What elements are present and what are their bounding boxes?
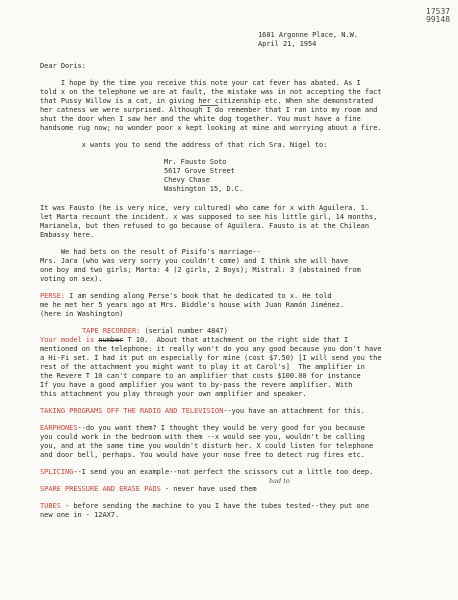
text-line: rest of the attachment you might want to play it at Carol's] The amplifier in bbox=[40, 363, 365, 371]
address-line: Washington 15, D.C. bbox=[164, 185, 244, 193]
text-line: I am sending along Perse's book that he dedicated to x. He told bbox=[65, 292, 332, 300]
tape-heading: TAPE RECORDER: bbox=[82, 327, 141, 335]
text-line: --do you want them? I thought they would be very good for you because bbox=[77, 424, 365, 432]
address-line: 5617 Grove Street bbox=[164, 167, 235, 175]
pen-underline bbox=[200, 105, 218, 106]
perse-heading: PERSE: bbox=[40, 292, 65, 300]
text-line: mentioned on the telephone: it really won't do you any good because you don't have bbox=[40, 345, 382, 353]
text-line: shut the door when I saw her and the white dog together. You must have a fine bbox=[40, 115, 361, 123]
text-line: let Marta recount the incident. x was supposed to see his little girl, 14 months, bbox=[40, 213, 378, 221]
earphones-first-line bbox=[40, 424, 365, 433]
text-line: Embassy here. bbox=[40, 231, 95, 239]
text-line: the Revere T 10 can't compare to an amplifier that costs $100.00 for instance bbox=[40, 372, 361, 380]
tape-serial: (serial number 4847) bbox=[140, 327, 228, 335]
text-line: her catness we were surprised. Although I do remember that I ran into my room and bbox=[40, 106, 378, 114]
section-splicing bbox=[40, 468, 373, 477]
text-line: (here in Washington) bbox=[40, 310, 124, 318]
text-line: that Pussy Willow is a cat, in giving her citizenship etc. When she demonstrated bbox=[40, 97, 374, 105]
text-line: a Hi-Fi set. I had it put on especially for mine (cost $7.50) [I will send you the bbox=[40, 354, 382, 362]
archive-reference bbox=[426, 8, 450, 24]
struck-word: number bbox=[98, 336, 124, 344]
paragraph-address-request: x wants you to send the address of that rich Sra. Nigel to: bbox=[40, 141, 328, 149]
text-line: and door bell, perhaps. You would have your nose free to detect rug fires etc. bbox=[40, 451, 365, 459]
archive-ref-line1: 17537 bbox=[426, 7, 450, 16]
text-line: I hope by the time you receive this note your cat fever has abated. As I bbox=[40, 79, 361, 87]
tubes-first-line bbox=[40, 502, 369, 511]
text-line: this attachment you play through your own amplifier and speaker. bbox=[40, 390, 307, 398]
tape-heading-line bbox=[82, 327, 228, 336]
text-line: It was Fausto (he is very nice, very cultured) who came for x with Aguilera. 1. bbox=[40, 204, 369, 212]
section-spare-pads bbox=[40, 485, 257, 494]
address-line: Mr. Fausto Soto bbox=[164, 158, 227, 166]
text-line: Marianela, but then refused to go because of Aguilera. Fausto is at the Chilean bbox=[40, 222, 369, 230]
text-line: T 10. About that attachment on the right side that I bbox=[123, 336, 349, 344]
text-line: --I send you an example--not perfect the scissors cut a little too deep. bbox=[73, 468, 374, 476]
text-line: --you have an attachment for this. bbox=[223, 407, 365, 415]
salutation: Dear Doris: bbox=[40, 62, 86, 70]
tubes-heading: TUBES bbox=[40, 502, 61, 510]
taking-heading: TAKING PROGRAMS OFF THE RADIO AND TELEVISION bbox=[40, 407, 224, 415]
letter-date: April 21, 1954 bbox=[258, 40, 317, 48]
text-line: one boy and two girls; Marta: 4 (2 girls, 2 Boys); Mistral: 3 (abstained from bbox=[40, 266, 361, 274]
archive-ref-line2: 99148 bbox=[426, 15, 450, 24]
text-line: - never have used them bbox=[160, 485, 257, 493]
text-line: me he met her 5 years ago at Mrs. Biddle's house with Juan Ramón Jiménez. bbox=[40, 301, 344, 309]
text-line: you could work in the bedroom with them --x would see you, wouldn't be calling bbox=[40, 433, 365, 441]
handwritten-note: had to bbox=[269, 477, 290, 485]
text-line: you, and at the same time you wouldn't disturb her. X could listen for telephone bbox=[40, 442, 374, 450]
text-line: new one in - 12AX7. bbox=[40, 511, 120, 519]
section-taking-programs bbox=[40, 407, 365, 416]
splicing-heading: SPLICING bbox=[40, 468, 74, 476]
earphones-heading: EARPHONES bbox=[40, 424, 78, 432]
address-line: Chevy Chase bbox=[164, 176, 210, 184]
text-line: voting on sex). bbox=[40, 275, 103, 283]
text-line: told x on the telephone we are at fault, the mistake was in not accepting the fact bbox=[40, 88, 382, 96]
text-line: handsome rug now; no wonder poor x kept looking at mine and worrying about a fire. bbox=[40, 124, 382, 132]
spare-heading: SPARE PRESSURE AND ERASE PADS bbox=[40, 485, 161, 493]
sender-address: 1601 Argonne Place, N.W. bbox=[258, 31, 358, 39]
perse-first-line bbox=[40, 292, 332, 301]
text-line: We had bets on the result of Pisifo's marriage-- bbox=[40, 248, 261, 256]
model-line bbox=[40, 336, 348, 345]
model-label: Your model is bbox=[40, 336, 95, 344]
text-line: If you have a good amplifier you want to by-pass the revere amplifier. With bbox=[40, 381, 353, 389]
text-line: Mrs. Jara (who was very sorry you couldn't come) and I think she will have bbox=[40, 257, 349, 265]
text-line: - before sending the machine to you I have the tubes tested--they put one bbox=[60, 502, 369, 510]
